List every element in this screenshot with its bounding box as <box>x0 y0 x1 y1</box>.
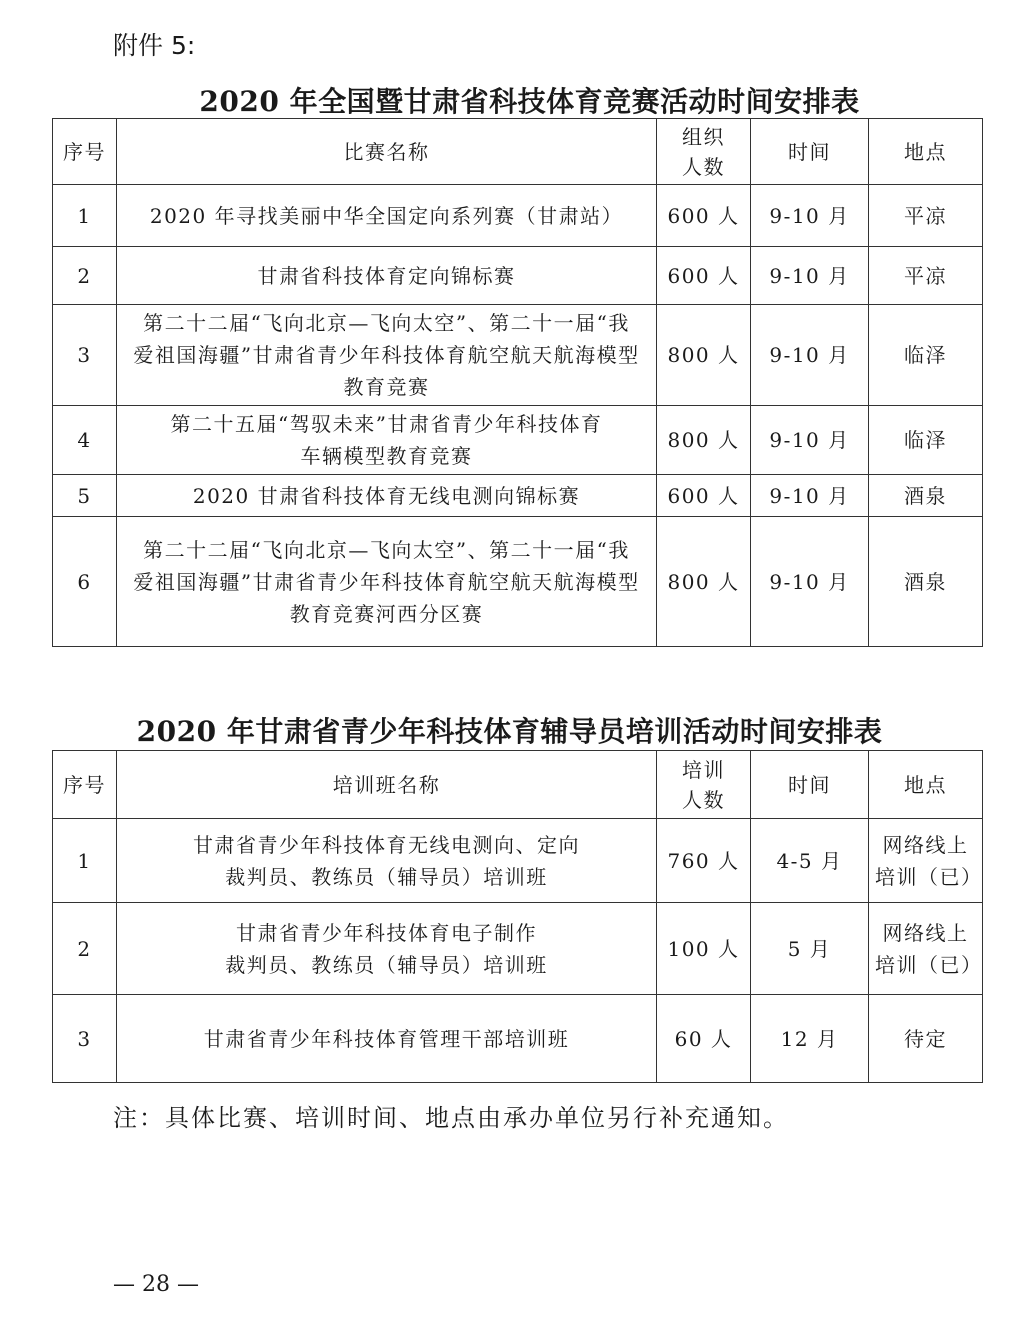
event-place-line: 酒泉 <box>904 569 947 594</box>
event-place-line: 临泽 <box>904 428 947 452</box>
event-time: 9-10 月 <box>751 406 869 475</box>
footnote: 注：具体比赛、培训时间、地点由承办单位另行补充通知。 <box>113 1104 789 1132</box>
event-time: 5 月 <box>751 903 869 995</box>
header-count-line1: 组织 <box>682 124 725 149</box>
event-time: 9-10 月 <box>751 517 869 647</box>
event-time: 12 月 <box>751 995 869 1083</box>
attachment-label: 附件 5: <box>113 31 196 60</box>
event-name-line: 教育竞赛河西分区赛 <box>289 601 484 626</box>
table-header-row <box>53 751 983 819</box>
event-name-line: 2020 年寻找美丽中华全国定向系列赛（甘肃站） <box>149 203 624 228</box>
table-row <box>53 406 983 475</box>
header-count-line2: 人数 <box>682 154 725 179</box>
table-row <box>53 819 983 903</box>
event-place <box>869 406 983 475</box>
event-place <box>869 995 983 1083</box>
header-place: 地点 <box>869 751 983 819</box>
participant-count: 600 人 <box>657 185 751 247</box>
event-name-line: 爱祖国海疆”甘肃省青少年科技体育航空航天航海模型 <box>133 569 640 594</box>
header-no: 序号 <box>53 119 117 185</box>
row-number: 2 <box>53 903 117 995</box>
header-place: 地点 <box>869 119 983 185</box>
event-name-line: 第二十二届“飞向北京—飞向太空”、第二十一届“我 <box>143 537 630 562</box>
event-name <box>117 185 657 247</box>
event-place-line: 培训（已） <box>875 952 983 977</box>
event-name <box>117 475 657 517</box>
event-name <box>117 247 657 305</box>
page-number: — 28 — <box>113 1272 199 1297</box>
header-count <box>657 751 751 819</box>
row-number: 3 <box>53 995 117 1083</box>
participant-count: 100 人 <box>657 903 751 995</box>
training-table-title: 2020 年甘肃省青少年科技体育辅导员培训活动时间安排表 <box>136 715 883 748</box>
event-name-line: 甘肃省青少年科技体育电子制作 <box>236 920 537 945</box>
event-name-line: 2020 甘肃省科技体育无线电测向锦标赛 <box>192 483 581 508</box>
row-number: 1 <box>53 819 117 903</box>
event-name-line: 爱祖国海疆”甘肃省青少年科技体育航空航天航海模型 <box>133 343 640 367</box>
row-number: 4 <box>53 406 117 475</box>
event-place <box>869 903 983 995</box>
event-name-line: 裁判员、教练员（辅导员）培训班 <box>225 864 548 889</box>
event-time: 9-10 月 <box>751 475 869 517</box>
event-place <box>869 305 983 406</box>
table-row <box>53 247 983 305</box>
participant-count: 60 人 <box>657 995 751 1083</box>
header-time: 时间 <box>751 119 869 185</box>
event-time: 9-10 月 <box>751 247 869 305</box>
event-place-line: 待定 <box>904 1026 947 1051</box>
training-table-body <box>53 819 983 1083</box>
event-name <box>117 819 657 903</box>
table-row <box>53 517 983 647</box>
training-schedule-table <box>52 750 983 1083</box>
event-place-line: 酒泉 <box>904 483 947 508</box>
event-place-line: 网络线上 <box>882 832 969 857</box>
table-row <box>53 995 983 1083</box>
row-number: 5 <box>53 475 117 517</box>
event-place-line: 网络线上 <box>882 920 969 945</box>
event-place <box>869 517 983 647</box>
row-number: 6 <box>53 517 117 647</box>
table-row <box>53 903 983 995</box>
row-number: 1 <box>53 185 117 247</box>
header-time: 时间 <box>751 751 869 819</box>
event-place <box>869 247 983 305</box>
event-name-line: 甘肃省青少年科技体育管理干部培训班 <box>203 1026 570 1051</box>
header-count-line2: 人数 <box>682 787 725 812</box>
event-name-line: 车辆模型教育竞赛 <box>300 444 473 468</box>
event-name <box>117 517 657 647</box>
table-row <box>53 185 983 247</box>
header-name: 培训班名称 <box>117 751 657 819</box>
participant-count: 600 人 <box>657 475 751 517</box>
event-place-line: 平凉 <box>904 203 947 228</box>
header-count-line1: 培训 <box>682 757 725 782</box>
row-number: 3 <box>53 305 117 406</box>
event-name <box>117 305 657 406</box>
event-name <box>117 903 657 995</box>
participant-count: 800 人 <box>657 305 751 406</box>
participant-count: 600 人 <box>657 247 751 305</box>
header-name: 比赛名称 <box>117 119 657 185</box>
participant-count: 800 人 <box>657 406 751 475</box>
event-name-line: 甘肃省科技体育定向锦标赛 <box>257 263 516 288</box>
table-header-row <box>53 119 983 185</box>
event-name <box>117 995 657 1083</box>
event-name-line: 甘肃省青少年科技体育无线电测向、定向 <box>193 832 580 857</box>
competition-schedule-table <box>52 118 983 647</box>
row-number: 2 <box>53 247 117 305</box>
event-place <box>869 819 983 903</box>
event-name-line: 裁判员、教练员（辅导员）培训班 <box>225 952 548 977</box>
event-name-line: 第二十五届“驾驭未来”甘肃省青少年科技体育 <box>170 412 603 436</box>
event-place-line: 临泽 <box>904 343 947 367</box>
event-place <box>869 475 983 517</box>
event-time: 9-10 月 <box>751 305 869 406</box>
event-name <box>117 406 657 475</box>
event-time: 9-10 月 <box>751 185 869 247</box>
competition-table-body <box>53 185 983 647</box>
table-row <box>53 305 983 406</box>
header-count <box>657 119 751 185</box>
event-name-line: 第二十二届“飞向北京—飞向太空”、第二十一届“我 <box>143 311 630 335</box>
header-no: 序号 <box>53 751 117 819</box>
event-place-line: 培训（已） <box>875 864 983 889</box>
event-place <box>869 185 983 247</box>
event-time: 4-5 月 <box>751 819 869 903</box>
competition-table-title: 2020 年全国暨甘肃省科技体育竞赛活动时间安排表 <box>199 85 860 118</box>
event-place-line: 平凉 <box>904 263 947 288</box>
participant-count: 800 人 <box>657 517 751 647</box>
table-row <box>53 475 983 517</box>
participant-count: 760 人 <box>657 819 751 903</box>
event-name-line: 教育竞赛 <box>343 375 430 399</box>
